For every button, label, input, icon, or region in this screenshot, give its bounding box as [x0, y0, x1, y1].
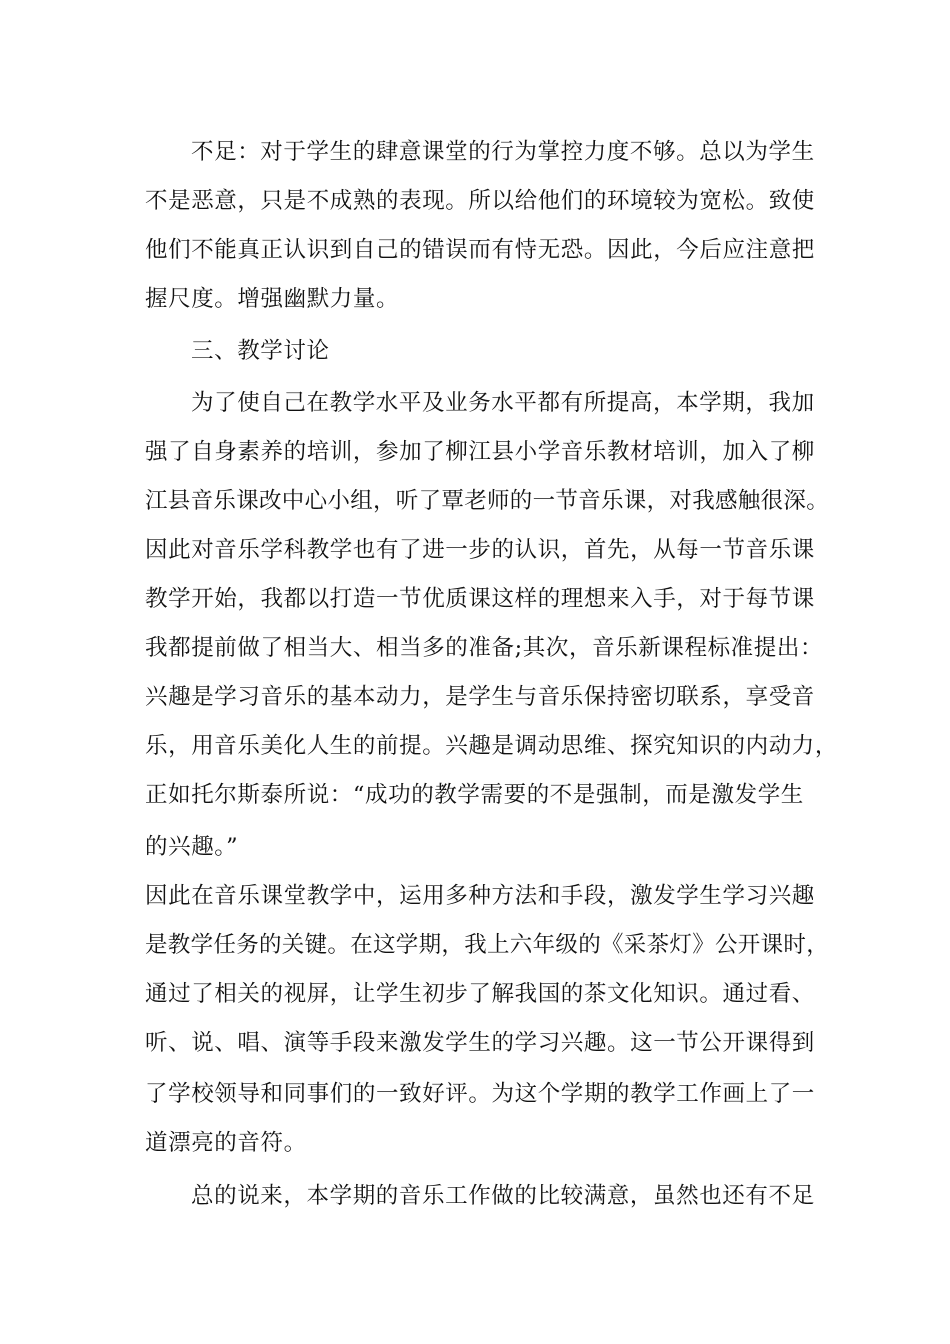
text-line: 正如托尔斯泰所说：“成功的教学需要的不是强制，而是激发学生 [145, 782, 804, 808]
text-line: 道漂亮的音符。 [145, 1130, 307, 1156]
text-line: 的兴趣。” [145, 834, 239, 860]
text-line: 我都提前做了相当大、相当多的准备;其次，音乐新课程标准提出： [145, 635, 824, 661]
text-line: 他们不能真正认识到自己的错误而有恃无恐。因此，今后应注意把 [145, 237, 815, 263]
text-line: 不足：对于学生的肆意课堂的行为掌控力度不够。总以为学生 [191, 139, 815, 165]
text-line: 握尺度。增强幽默力量。 [145, 286, 400, 312]
text-line: 强了自身素养的培训，参加了柳江县小学音乐教材培训，加入了柳 [145, 439, 815, 465]
text-line: 通过了相关的视屏，让学生初步了解我国的茶文化知识。通过看、 [145, 981, 815, 1007]
text-line: 总的说来，本学期的音乐工作做的比较满意，虽然也还有不足 [191, 1183, 815, 1209]
text-line: 不是恶意，只是不成熟的表现。所以给他们的环境较为宽松。致使 [145, 188, 815, 214]
text-line: 是教学任务的关键。在这学期，我上六年级的《采茶灯》公开课时， [145, 932, 830, 958]
text-line: 了学校领导和同事们的一致好评。为这个学期的教学工作画上了一 [145, 1081, 815, 1107]
text-line: 乐，用音乐美化人生的前提。兴趣是调动思维、探究知识的内动力， [145, 733, 839, 759]
text-line: 因此在音乐课堂教学中，运用多种方法和手段，激发学生学习兴趣 [145, 883, 815, 909]
section-heading: 三、教学讨论 [191, 338, 330, 364]
text-line: 江县音乐课改中心小组，听了覃老师的一节音乐课，对我感触很深。 [145, 488, 830, 514]
text-line: 兴趣是学习音乐的基本动力，是学生与音乐保持密切联系，享受音 [145, 684, 815, 710]
text-line: 因此对音乐学科教学也有了进一步的认识，首先，从每一节音乐课 [145, 537, 815, 563]
text-line: 为了使自己在教学水平及业务水平都有所提高，本学期，我加 [191, 390, 815, 416]
text-line: 听、说、唱、演等手段来激发学生的学习兴趣。这一节公开课得到 [145, 1030, 815, 1056]
text-line: 教学开始，我都以打造一节优质课这样的理想来入手，对于每节课 [145, 586, 815, 612]
